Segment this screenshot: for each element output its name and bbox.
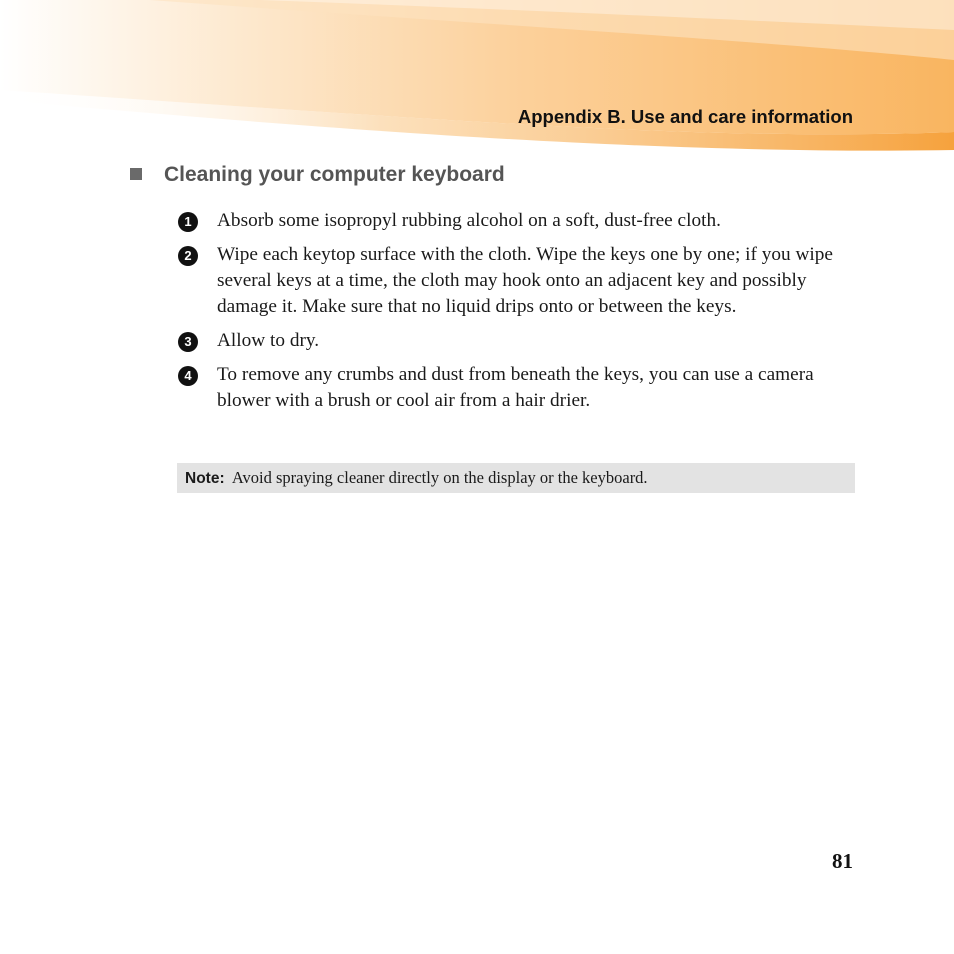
section-heading — [130, 163, 505, 187]
square-bullet-icon — [130, 168, 142, 180]
step-number-icon: 2 — [178, 246, 198, 266]
step-number-icon: 1 — [178, 212, 198, 232]
step-list — [178, 208, 858, 414]
step-item — [178, 328, 858, 354]
step-item — [178, 362, 858, 414]
note-box — [177, 463, 855, 493]
step-text: Allow to dry. — [217, 330, 320, 351]
running-header-title: Appendix B. Use and care information — [517, 106, 853, 127]
step-text: Absorb some isopropyl rubbing alcohol on a soft, dust-free cloth. — [217, 210, 721, 231]
note-label: Note: — [185, 470, 225, 487]
step-number-icon: 3 — [178, 332, 198, 352]
step-text: To remove any crumbs and dust from beneath the keys, you can use a camera blower with a brush or cool air from a hair drier. — [217, 364, 814, 411]
page-number: 81 — [832, 849, 853, 873]
step-number-icon: 4 — [178, 366, 198, 386]
section-heading-text: Cleaning your computer keyboard — [164, 163, 505, 186]
step-item — [178, 208, 858, 234]
header-decorative-band — [0, 0, 954, 160]
note-text: Avoid spraying cleaner directly on the display or the keyboard. — [231, 468, 648, 487]
step-item — [178, 242, 858, 320]
step-text: Wipe each keytop surface with the cloth. Wipe the keys one by one; if you wipe several keys at a time, the cloth may hook onto an adjacent key and possibly damage it. Make sure that no liquid drips onto or between the keys. — [217, 244, 833, 317]
